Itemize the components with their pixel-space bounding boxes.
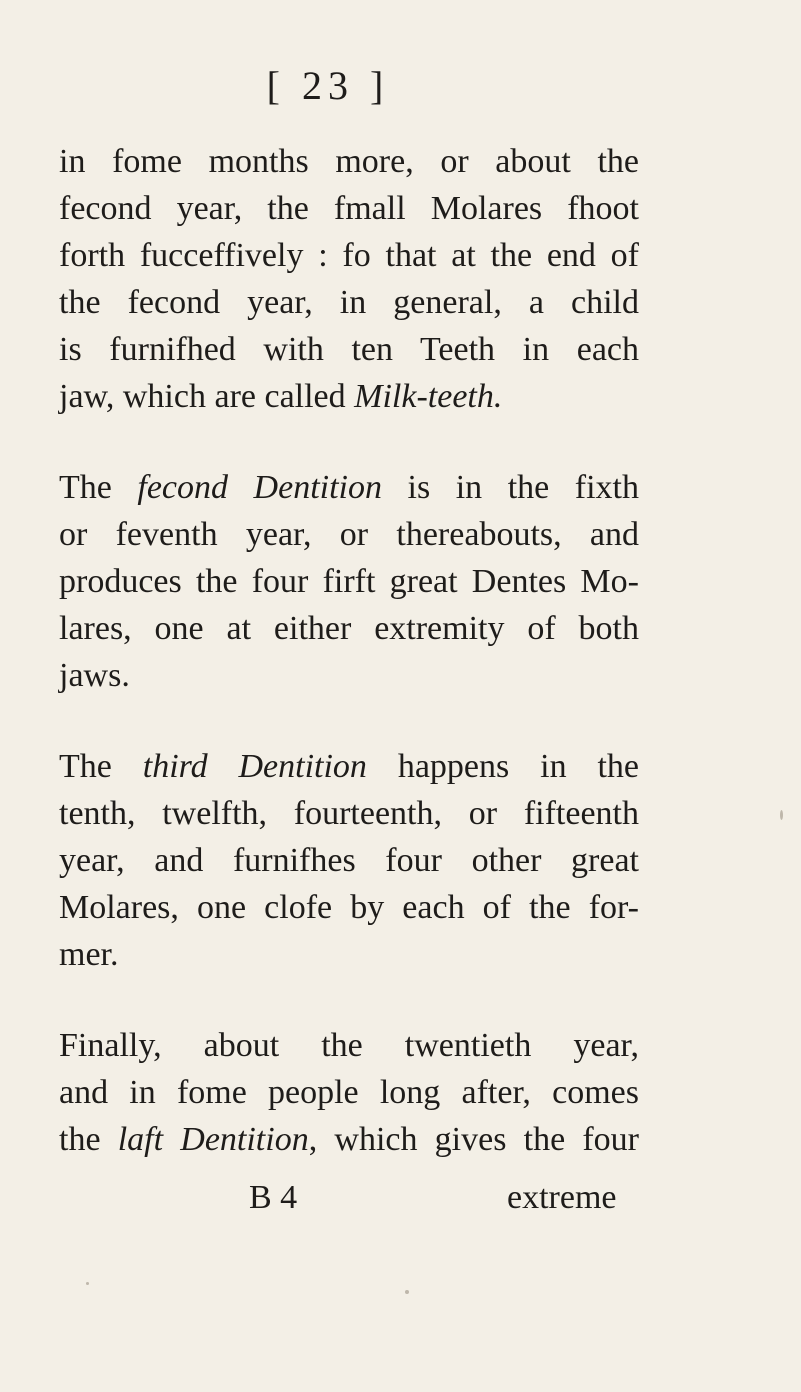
text-run: the: [59, 1121, 118, 1158]
paper-speck: [780, 810, 783, 820]
page-number: [ 23 ]: [266, 63, 390, 108]
text-run: , which gives the four: [308, 1121, 639, 1158]
emphasis-third-dentition: third Dentition: [142, 748, 367, 785]
body-text: [59, 138, 639, 1207]
text-line: [59, 464, 639, 511]
signature-mark: B 4: [249, 1179, 298, 1216]
text-line: the fecond year, in general, a child: [59, 284, 639, 321]
text-run: is in the fixth: [381, 469, 639, 506]
text-line: [59, 373, 639, 420]
text-run: The: [59, 748, 143, 785]
paragraph-2: [59, 464, 639, 699]
paragraph-3: [59, 743, 639, 978]
text-line: forth fucceffively : fo that at the end of: [59, 237, 639, 274]
text-line: and in fome people long after, comes: [59, 1074, 639, 1111]
paper-speck: [86, 1282, 89, 1285]
catchword: extreme: [507, 1179, 617, 1216]
text-line: produces the four firft great Dentes Mo-: [59, 563, 639, 600]
text-line: in fome months more, or about the: [59, 143, 639, 180]
text-run: happens in the: [366, 748, 639, 785]
text-line: Finally, about the twentieth year,: [59, 1027, 639, 1064]
emphasis-last-dentition: laft Dentition: [117, 1121, 309, 1158]
text-line: [59, 743, 639, 790]
text-line: tenth, twelfth, fourteenth, or fifteenth: [59, 795, 639, 832]
text-run: The: [59, 469, 138, 506]
text-line: [59, 1116, 639, 1163]
paper-speck: [405, 1290, 409, 1294]
text-line: or feventh year, or thereabouts, and: [59, 516, 639, 553]
text-line: Molares, one clofe by each of the for-: [59, 889, 639, 926]
text-line: mer.: [59, 936, 119, 973]
emphasis-second-dentition: fecond Dentition: [137, 469, 382, 506]
paragraph-1: [59, 138, 639, 420]
text-line: is furnifhed with ten Teeth in each: [59, 331, 639, 368]
emphasis-milk-teeth: Milk-teeth.: [354, 378, 503, 415]
paragraph-4: [59, 1022, 639, 1163]
text-line: lares, one at either extremity of both: [59, 610, 639, 647]
text-line: year, and furnifhes four other great: [59, 842, 639, 879]
text-run: jaw, which are called: [59, 378, 355, 415]
text-line: fecond year, the fmall Molares fhoot: [59, 190, 639, 227]
text-line: jaws.: [59, 657, 130, 694]
